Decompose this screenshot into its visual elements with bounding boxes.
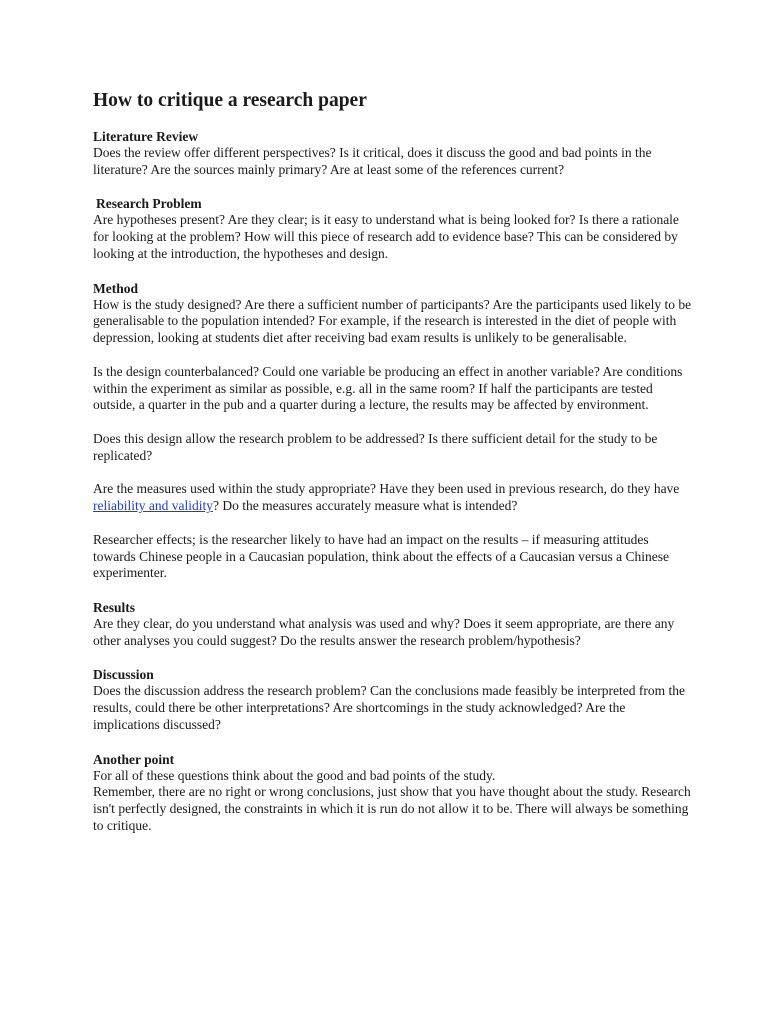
spacer bbox=[93, 515, 693, 532]
section-method bbox=[93, 280, 693, 583]
section-heading: Another point bbox=[93, 751, 175, 767]
document-page bbox=[93, 88, 693, 835]
section-text: Does the discussion address the research problem? Can the conclusions made feasibly be interpreted from the results, could there be other interpretations? Are shortcomings in the study acknowledged? Are the implications discussed? bbox=[93, 683, 685, 732]
spacer bbox=[93, 347, 693, 364]
section-heading: Method bbox=[93, 280, 138, 296]
spacer bbox=[93, 179, 693, 196]
spacer bbox=[93, 582, 693, 599]
section-text: Does the review offer different perspectives? Is it critical, does it discuss the good and bad points in the literature? Are the sources mainly primary? Are at least some of the references current? bbox=[93, 145, 652, 177]
section-discussion bbox=[93, 666, 693, 733]
spacer bbox=[93, 734, 693, 751]
section-text: Are hypotheses present? Are they clear; is it easy to understand what is being looked for? Is there a rationale for looking at the problem? How will this piece of research add to evidence base? This can be considered by looking at the introduction, the hypotheses and design. bbox=[93, 212, 679, 261]
section-text: Is the design counterbalanced? Could one variable be producing an effect in another variable? Are conditions within the experiment as similar as possible, e.g. all in the same room? If half the participants are tested outside, a quarter in the pub and a quarter during a lecture, the results may be affected by environment. bbox=[93, 363, 683, 413]
reliability-validity-link[interactable]: reliability and validity bbox=[93, 498, 213, 514]
section-results bbox=[93, 599, 693, 650]
section-text: How is the study designed? Are there a sufficient number of participants? Are the participants used likely to be generalisable to the population intended? For example, if the research is interested in the diet of people with depression, looking at students diet after receiving bad exam results is unlikely to be generalisable. bbox=[93, 296, 692, 346]
section-another-point bbox=[93, 751, 693, 835]
section-heading: Discussion bbox=[93, 667, 154, 683]
text-span: ? Do the measures accurately measure what is intended? bbox=[212, 498, 518, 514]
section-text: Are they clear, do you understand what analysis was used and why? Does it seem appropriate, are there any other analyses you could suggest? Do the results answer the research problem/hypothesis? bbox=[93, 615, 675, 648]
spacer bbox=[93, 465, 693, 482]
page-title: How to critique a research paper bbox=[93, 90, 367, 111]
section-literature-review bbox=[93, 128, 693, 179]
section-text: Researcher effects; is the researcher likely to have had an impact on the results – if measuring attitudes towards Chinese people in a Caucasian population, think about the effects of a Caucasian versus a Chinese experimenter. bbox=[93, 531, 669, 581]
spacer bbox=[93, 650, 693, 667]
section-text: For all of these questions think about the good and bad points of the study. bbox=[93, 767, 496, 783]
spacer bbox=[93, 263, 693, 280]
section-heading: Results bbox=[93, 599, 136, 615]
section-heading: Research Problem bbox=[96, 196, 202, 212]
section-text: Does this design allow the research problem to be addressed? Is there sufficient detail for the study to be replicated? bbox=[93, 430, 658, 463]
section-text bbox=[93, 481, 693, 515]
section-text: Remember, there are no right or wrong conclusions, just show that you have thought about the study. Research isn't perfectly designed, the constraints in which it is run do not allow it to be. There will always be something to critique. bbox=[93, 784, 691, 833]
spacer bbox=[93, 414, 693, 431]
section-research-problem bbox=[93, 195, 693, 262]
text-span: Are the measures used within the study appropriate? Have they been used in previous research, do they have bbox=[93, 481, 680, 497]
section-heading: Literature Review bbox=[93, 129, 199, 144]
